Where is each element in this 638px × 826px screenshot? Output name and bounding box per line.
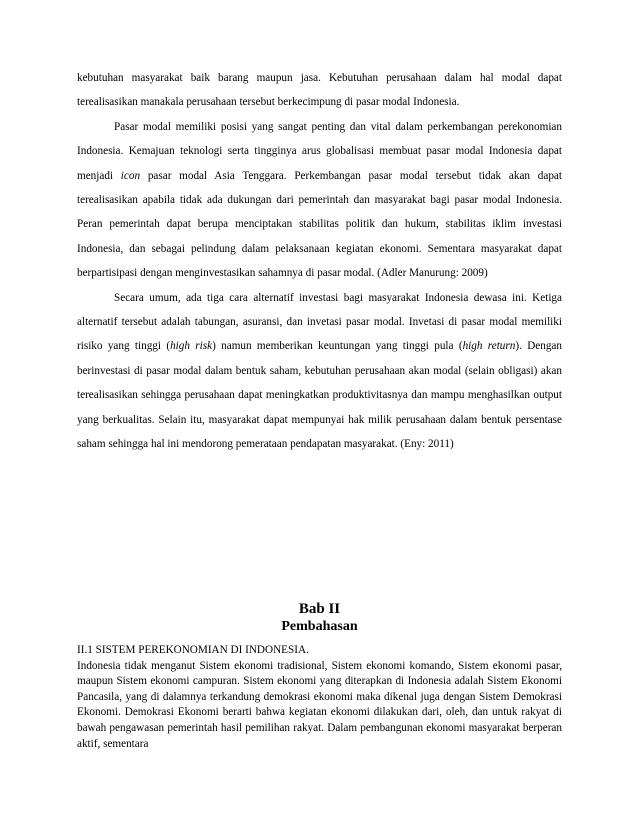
body-text-lower [77, 643, 562, 752]
paragraph-continuation: kebutuhan masyarakat baik barang maupun jasa. Kebutuhan perusahaan dalam hal modal dapat terealisasikan manakala perusahaan tersebut berkecimpung di pasar modal Indonesia. [77, 72, 562, 109]
italic-term: high return [462, 340, 516, 353]
section-paragraph: Indonesia tidak menganut Sistem ekonomi tradisional, Sistem ekonomi komando, Sistem ekonomi pasar, maupun Sistem ekonomi campuran. Sistem ekonomi yang diterapkan di Indonesia adalah Sistem Ekonomi Pancasila, yang di dalamnya terkandung demokrasi ekonomi maka dikenal juga dengan Sistem Demokrasi Ekonomi. Demokrasi Ekonomi berarti bahwa kegiatan ekonomi dilakukan dari, oleh, dan untuk rakyat di bawah pengawasan pemerintah hasil pemilihan rakyat. Dalam pembangunan ekonomi masyarakat berperan aktif, sementara [77, 659, 562, 750]
paragraph-investasi: Secara umum, ada tiga cara alternatif investasi bagi masyarakat Indonesia dewasa ini. Ketiga alternatif tersebut adalah tabungan, asuransi, dan invetasi pasar modal. Invetasi di pasar modal memiliki risiko yang tinggi (high risk) namun memberikan keuntungan yang tinggi pula (high return). Dengan berinvestasi di pasar modal dalam bentuk saham, kebutuhan perusahaan akan modal (selain obligasi) akan terealisasikan sehingga perusahaan dapat meningkatkan produktivitasnya dan mampu menghasilkan output yang berkualitas. Selain itu, masyarakat dapat mempunyai hak milik perusahaan dalam bentuk persentase saham sehingga hal ini mendorong pemerataan pendapatan masyarakat. (Eny: 2011) [77, 291, 562, 451]
paragraph-pasar-modal: Pasar modal memiliki posisi yang sangat penting dan vital dalam perkembangan perekonomian Indonesia. Kemajuan teknologi serta tingginya arus globalisasi membuat pasar modal Indonesia dapat menjadi icon pasar modal Asia Tenggara. Perkembangan pasar modal tersebut tidak akan dapat terealisasikan apabila tidak ada dukungan dari pemerintah dan masyarakat bagi pasar modal Indonesia. Peran pemerintah dapat berupa menciptakan stabilitas politik dan hukum, stabilitas iklim investasi Indonesia, dan sebagai pelindung dalam pelaksanaan kegiatan ekonomi. Sementara masyarakat dapat berpartisipasi dengan menginvestasikan sahamnya di pasar modal. (Adler Manurung: 2009) [77, 120, 562, 280]
chapter-title: Bab II [298, 601, 341, 617]
section-title: II.1 SISTEM PEREKONOMIAN DI INDONESIA. [77, 644, 309, 656]
italic-term: icon [120, 169, 141, 182]
italic-term: high risk [170, 340, 213, 353]
body-text-upper [77, 66, 562, 457]
chapter-heading [77, 600, 562, 635]
chapter-subtitle: Pembahasan [281, 619, 358, 634]
